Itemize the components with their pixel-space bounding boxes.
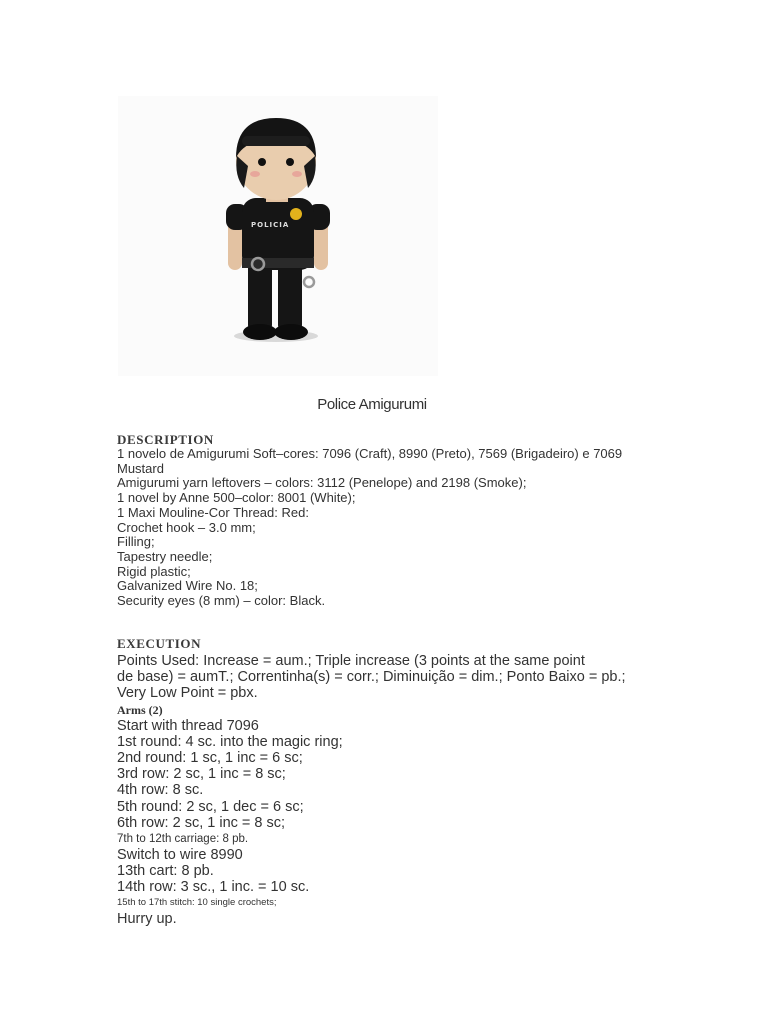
step-line: 6th row: 2 sc, 1 inc = 8 sc; xyxy=(117,814,286,831)
step-line: Start with thread 7096 xyxy=(117,717,259,734)
points-used-line: Points Used: Increase = aum.; Triple increase (3 points at the same point xyxy=(117,653,585,669)
description-line: Galvanized Wire No. 18; xyxy=(117,578,258,594)
points-used-line: de base) = aumT.; Correntinha(s) = corr.; Diminuição = dim.; Ponto Baixo = pb.; xyxy=(117,669,626,686)
points-used-line: Very Low Point = pbx. xyxy=(117,685,258,702)
step-line: 3rd row: 2 sc, 1 inc = 8 sc; xyxy=(117,766,286,783)
description-line: 1 Maxi Mouline-Cor Thread: Red: xyxy=(117,504,309,520)
description-line: Crochet hook – 3.0 mm; xyxy=(117,519,256,535)
execution-heading: EXECUTION xyxy=(117,636,202,651)
arms-heading: Arms (2) xyxy=(117,702,163,717)
step-line: 14th row: 3 sc., 1 inc. = 10 sc. xyxy=(117,879,310,896)
description-line: Tapestry needle; xyxy=(117,548,213,564)
description-line: 1 novel by Anne 500–color: 8001 (White); xyxy=(117,490,356,506)
step-line-tiny: 15th to 17th stitch: 10 single crochets; xyxy=(117,896,277,908)
description-line: Filling; xyxy=(117,534,155,550)
step-line: Switch to wire 8990 xyxy=(117,847,243,864)
description-section xyxy=(117,432,657,609)
description-line: Amigurumi yarn leftovers – colors: 3112 (Penelope) and 2198 (Smoke); xyxy=(117,475,527,491)
step-line: 4th row: 8 sc. xyxy=(117,782,204,799)
step-line: 5th round: 2 sc, 1 dec = 6 sc; xyxy=(117,798,304,815)
step-line: 13th cart: 8 pb. xyxy=(117,863,214,880)
description-line: Mustard xyxy=(117,460,164,476)
description-line: Security eyes (8 mm) – color: Black. xyxy=(117,593,326,609)
vest-label: POLICIA xyxy=(251,221,290,229)
step-line-last: Hurry up. xyxy=(117,910,177,927)
description-line: 1 novelo de Amigurumi Soft–cores: 7096 (Craft), 8990 (Preto), 7569 (Brigadeiro) e 7069 xyxy=(117,446,623,461)
description-line: Rigid plastic; xyxy=(117,563,191,579)
execution-section xyxy=(117,636,677,927)
doll-photo xyxy=(118,96,438,376)
step-line: 1st round: 4 sc. into the magic ring; xyxy=(117,733,343,750)
step-line-small: 7th to 12th carriage: 8 pb. xyxy=(117,833,249,846)
page-title: Police Amigurumi xyxy=(317,396,427,413)
step-line: 2nd round: 1 sc, 1 inc = 6 sc; xyxy=(117,750,303,767)
description-heading: DESCRIPTION xyxy=(117,432,214,447)
